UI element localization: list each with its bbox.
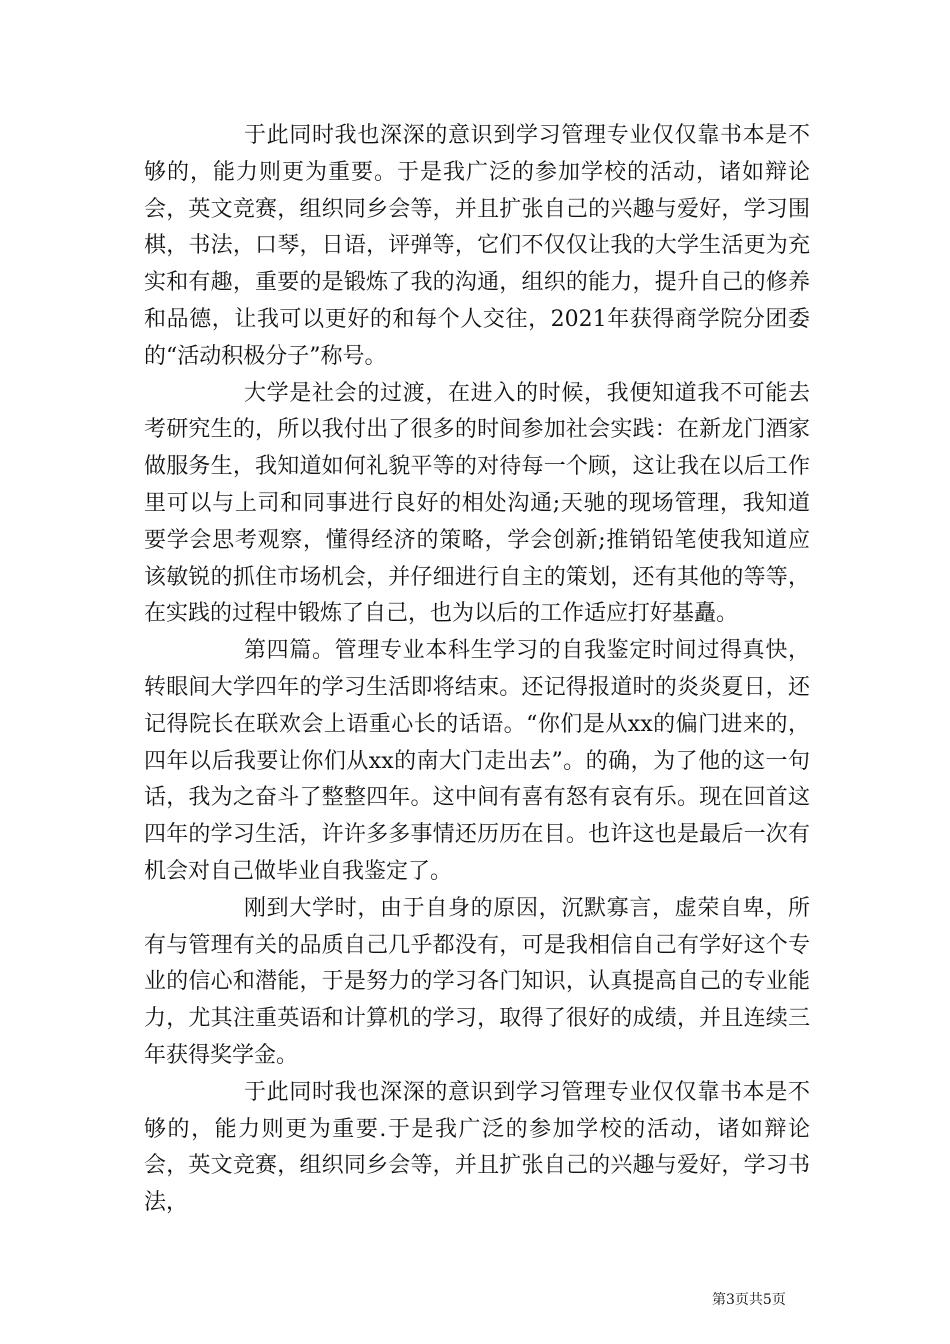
document-body	[144, 118, 810, 1222]
paragraph-5: 于此同时我也深深的意识到学习管理专业仅仅靠书本是不够的，能力则更为重要.于是我广泛的参加学校的活动，诸如辩论会，英文竞赛，组织同乡会等，并且扩张自己的兴趣与爱好，学习书法，	[144, 1079, 810, 1216]
paragraph-4: 刚到大学时，由于自身的原因，沉默寡言，虚荣自卑，所有与管理有关的品质自己几乎都没有，可是我相信自己有学好这个专业的信心和潜能，于是努力的学习各门知识，认真提高自己的专业能力，尤其注重英语和计算机的学习，取得了很好的成绩，并且连续三年获得奖学金。	[144, 895, 810, 1068]
paragraph-2: 大学是社会的过渡，在进入的时候，我便知道我不可能去考研究生的，所以我付出了很多的时间参加社会实践：在新龙门酒家做服务生，我知道如何礼貌平等的对待每一个顾，这让我在以后工作里可以与上司和同事进行良好的相处沟通;天驰的现场管理，我知道要学会思考观察，懂得经济的策略，学会创新;推销铅笔使我知道应该敏锐的抓住市场机会，并仔细进行自主的策划，还有其他的等等，在实践的过程中锻炼了自己，也为以后的工作适应打好基矗。	[144, 380, 810, 627]
paragraph-3: 第四篇。管理专业本科生学习的自我鉴定时间过得真快，转眼间大学四年的学习生活即将结束。还记得报道时的炎炎夏日，还记得院长在联欢会上语重心长的话语。“你们是从xx的偏门进来的，四年以后我要让你们从xx的南大门走出去”。的确，为了他的这一句话，我为之奋斗了整整四年。这中间有喜有怒有哀有乐。现在回首这四年的学习生活，许许多多事情还历历在目。也许这也是最后一次有机会对自己做毕业自我鉴定了。	[144, 638, 810, 884]
page-number-footer: 第3页共5页	[712, 1292, 786, 1308]
paragraph-1: 于此同时我也深深的意识到学习管理专业仅仅靠书本是不够的，能力则更为重要。于是我广泛的参加学校的活动，诸如辩论会，英文竞赛，组织同乡会等，并且扩张自己的兴趣与爱好，学习围棋，书法，口琴，日语，评弹等，它们不仅仅让我的大学生活更为充实和有趣，重要的是锻炼了我的沟通，组织的能力，提升自己的修养和品德，让我可以更好的和每个人交往，2021年获得商学院分团委的“活动积极分子”称号。	[144, 123, 810, 369]
